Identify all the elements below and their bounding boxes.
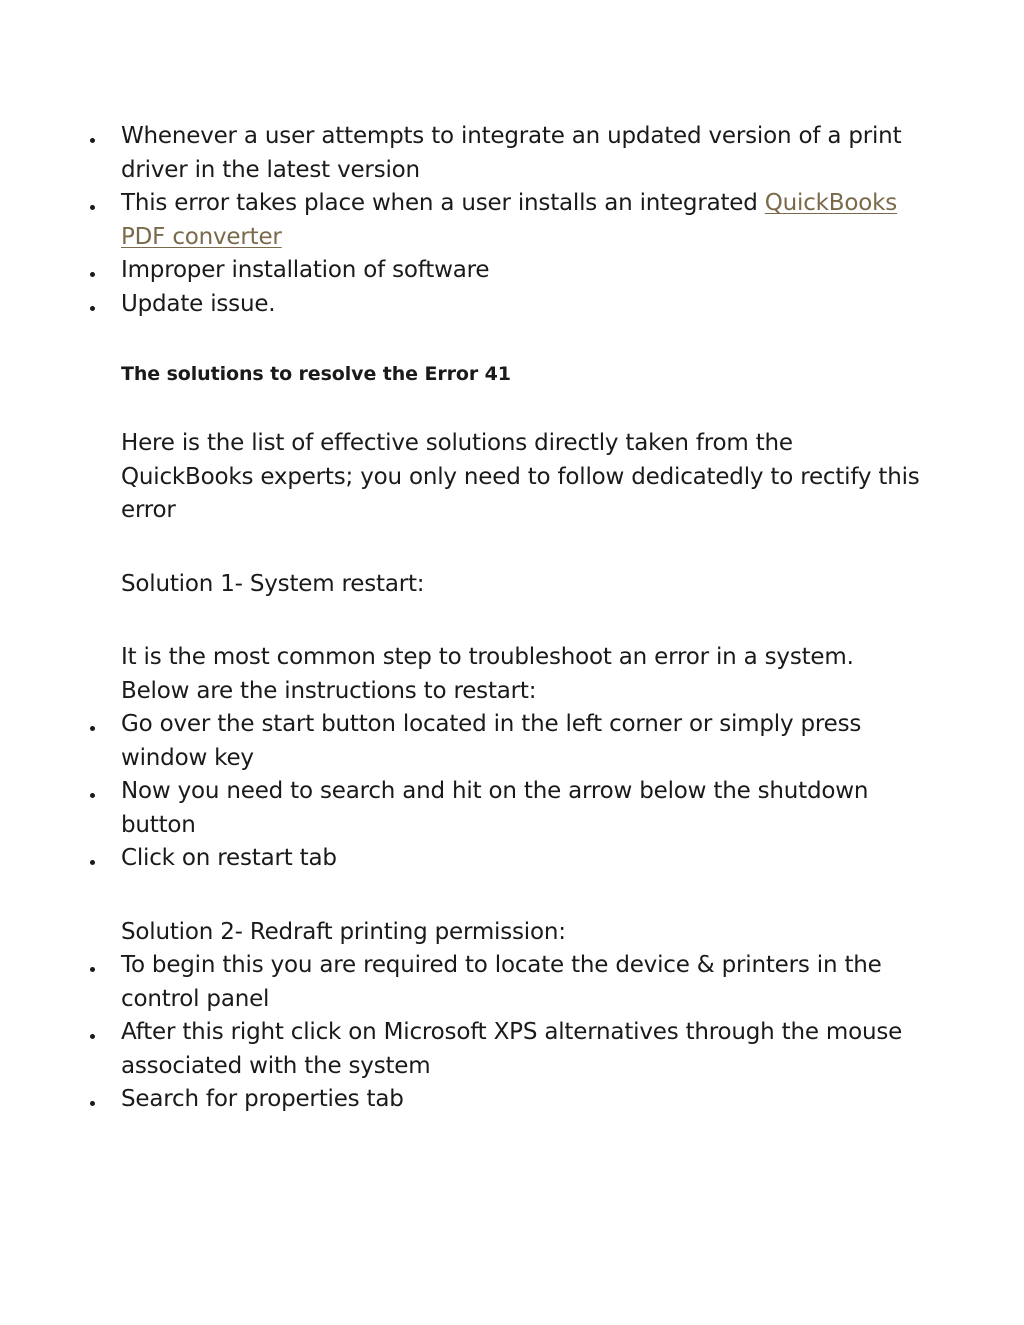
list-item: After this right click on Microsoft XPS alternatives through the mouse associated with the system <box>121 1016 921 1083</box>
list-item: Go over the start button located in the left corner or simply press window key <box>121 708 921 775</box>
causes-list <box>121 120 921 321</box>
solution-1-title: Solution 1- System restart: <box>121 570 425 597</box>
list-item: Improper installation of software <box>121 254 921 288</box>
list-item: Click on restart tab <box>121 842 921 876</box>
solution-1-steps <box>121 708 921 876</box>
intro-paragraph: Here is the list of effective solutions directly taken from the QuickBooks experts; you only need to follow dedicatedly to rectify this error <box>121 430 920 523</box>
list-item-text: This error takes place when a user installs an integrated <box>121 190 765 216</box>
document-content <box>121 120 921 1117</box>
list-item: Search for properties tab <box>121 1083 921 1117</box>
list-item: Whenever a user attempts to integrate an updated version of a print driver in the latest version <box>121 120 921 187</box>
list-item: Now you need to search and hit on the arrow below the shutdown button <box>121 775 921 842</box>
list-item <box>121 187 921 254</box>
quickbooks-pdf-converter-link[interactable]: QuickBooks PDF converter <box>121 190 898 250</box>
list-item: To begin this you are required to locate the device & printers in the control panel <box>121 949 921 1016</box>
solution-2-steps <box>121 949 921 1117</box>
solution-2-title: Solution 2- Redraft printing permission: <box>121 918 566 945</box>
section-heading: The solutions to resolve the Error 41 <box>121 363 511 385</box>
list-item: Update issue. <box>121 288 921 322</box>
solution-1-description: It is the most common step to troubleshoot an error in a system. Below are the instructions to restart: <box>121 644 854 704</box>
